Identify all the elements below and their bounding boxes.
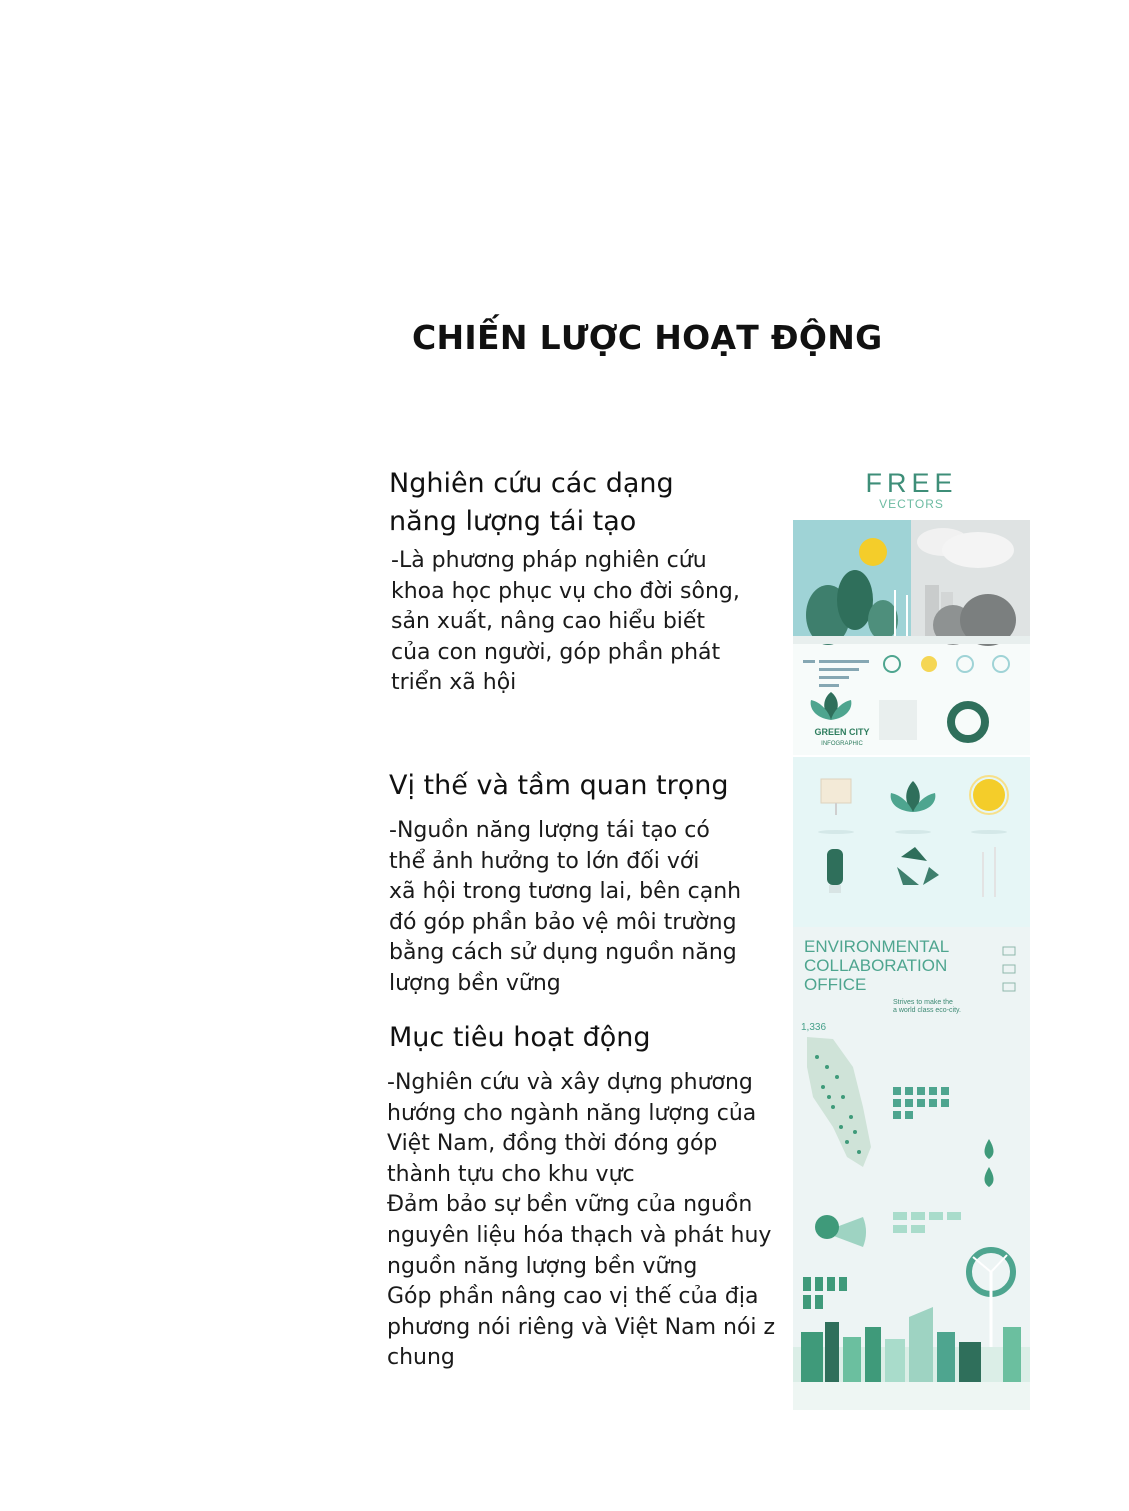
landscape-panel [793, 520, 1030, 755]
section-body-position: -Nguồn năng lượng tái tạo có thể ảnh hưởng to lớn đối với xã hội trong tương lai, bên cạnh đó góp phần bảo vệ môi trường bằng cách sử dụng nguồn năng lượng bền vững [389, 818, 742, 996]
landscape-illustration [793, 520, 1030, 755]
eco-office-illustration [793, 927, 1030, 1410]
vectors-label: VECTORS [879, 497, 944, 511]
eco-city-tagline: Strives to make the a world class eco-city. [893, 999, 961, 1014]
green-city-label [807, 727, 877, 749]
stat-value: 1,336 [801, 1022, 827, 1033]
section-heading-research: Nghiên cứu các dạng năng lượng tái tạo [389, 468, 674, 537]
section-heading-goals: Mục tiêu hoạt động [389, 1022, 651, 1053]
page-title: CHIẾN LƯỢC HOẠT ĐỘNG [412, 318, 883, 357]
green-city-infographic [793, 465, 1030, 1410]
free-label: FREE [865, 468, 958, 498]
section-body-research: -Là phương pháp nghiên cứu khoa học phục vụ cho đời sông, sản xuất, nâng cao hiểu biết của con người, góp phần phát triển xã hội [391, 548, 740, 696]
green-city-subtitle: INFOGRAPHIC [821, 741, 863, 747]
eco-office-title: ENVIRONMENTAL COLLABORATION OFFICE [804, 937, 950, 994]
section-body-goals: -Nghiên cứu và xây dựng phương hướng cho ngành năng lượng của Việt Nam, đồng thời đóng góp thành tựu cho khu vực Đảm bảo sự bền vững của nguồn nguyên liệu hóa thạch và phát huy nguồn năng lượng bền vững Góp phần nâng cao vị thế của địa phương nói riêng và Việt Nam nói z chung [387, 1070, 776, 1371]
section-heading-position: Vị thế và tầm quan trọng [389, 770, 729, 801]
eco-icons [793, 757, 1030, 927]
eco-office-panel [793, 927, 1030, 1410]
eco-icons-panel [793, 757, 1030, 927]
green-city-title: GREEN CITY [814, 727, 870, 737]
